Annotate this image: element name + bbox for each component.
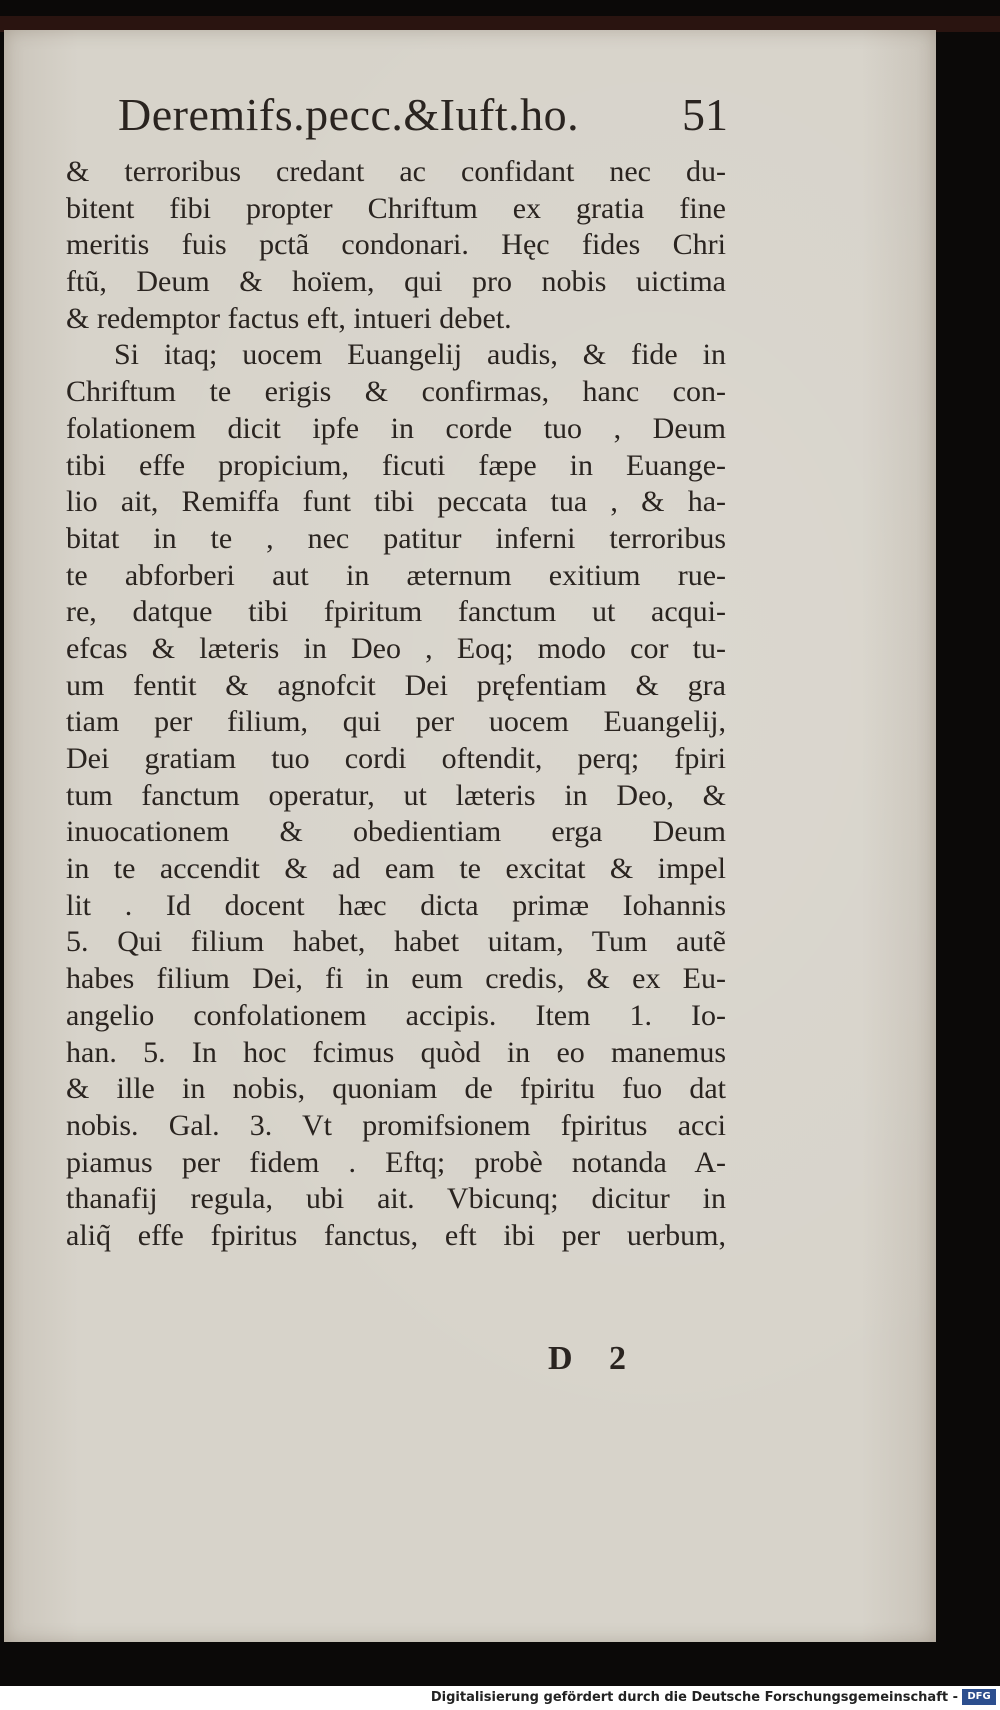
footer-credit: Digitalisierung gefördert durch die Deutsche Forschungsgemeinschaft -	[430, 1690, 958, 1705]
text-line: tibi effe propicium, ficuti fæpe in Euange-	[66, 448, 726, 482]
text-line: Si itaq; uocem Euangelij audis, & fide in	[114, 338, 726, 372]
text-line: efcas & læteris in Deo , Eoq; modo cor tu-	[66, 631, 726, 665]
text-line: angelio confolationem accipis. Item 1. Io-	[66, 998, 726, 1032]
text-line: tiam per filium, qui per uocem Euangelij,	[66, 705, 726, 739]
text-line: & terroribus credant ac confidant nec du-	[66, 155, 726, 188]
text-line: piamus per fidem . Eftq; probè notanda A-	[66, 1145, 726, 1179]
text-line: folationem dicit ipfe in corde tuo , Deum	[66, 411, 726, 445]
text-line: thanafij regula, ubi ait. Vbicunq; dicitur in	[66, 1182, 726, 1216]
text-line: habes filium Dei, fi in eum credis, & ex Eu-	[66, 962, 726, 996]
signature-mark: D 2	[548, 1340, 641, 1377]
text-line: in te accendit & ad eam te excitat & impel	[66, 852, 726, 886]
text-line: lio ait, Remiffa funt tibi peccata tua , & ha-	[66, 485, 726, 519]
text-line: bitat in te , nec patitur inferni terroribus	[66, 521, 726, 555]
text-line: Chriftum te erigis & confirmas, hanc con-	[66, 375, 726, 409]
running-head: Deremifs.pecc.&Iuft.ho.	[118, 89, 580, 140]
text-line: lit . Id docent hæc dicta primæ Iohannis	[66, 888, 726, 922]
text-line: re, datque tibi fpiritum fanctum ut acqui-	[66, 595, 726, 629]
text-line: bitent fibi propter Chriftum ex gratia fine	[66, 191, 726, 225]
body-text	[66, 154, 726, 1255]
text-line: 5. Qui filium habet, habet uitam, Tum autẽ	[66, 925, 726, 959]
dfg-logo-icon: DFG	[962, 1689, 996, 1705]
text-line: nobis. Gal. 3. Vt promifsionem fpiritus acci	[66, 1108, 726, 1142]
text-line: inuocationem & obedientiam erga Deum	[66, 815, 726, 849]
text-line: Dei gratiam tuo cordi oftendit, perq; fpiri	[66, 742, 726, 775]
text-line: tum fanctum operatur, ut læteris in Deo, &	[66, 778, 726, 812]
text-line: han. 5. In hoc fcimus quòd in eo manemus	[66, 1035, 726, 1069]
page-number: 51	[682, 89, 728, 140]
text-line: meritis fuis pctã condonari. Hęc fides Chri	[66, 228, 726, 262]
text-line: te abforberi aut in æternum exitium rue-	[66, 558, 726, 592]
text-line: & ille in nobis, quoniam de fpiritu fuo dat	[66, 1072, 726, 1106]
page-header	[118, 88, 728, 148]
text-line: aliq̃ effe fpiritus fanctus, eft ibi per uerbum,	[66, 1218, 726, 1252]
text-line: um fentit & agnofcit Dei pręfentiam & gra	[66, 668, 726, 702]
text-line: ftũ, Deum & hoïem, qui pro nobis uictima	[66, 265, 726, 299]
text-line: & redemptor factus eft, intueri debet.	[66, 301, 512, 335]
